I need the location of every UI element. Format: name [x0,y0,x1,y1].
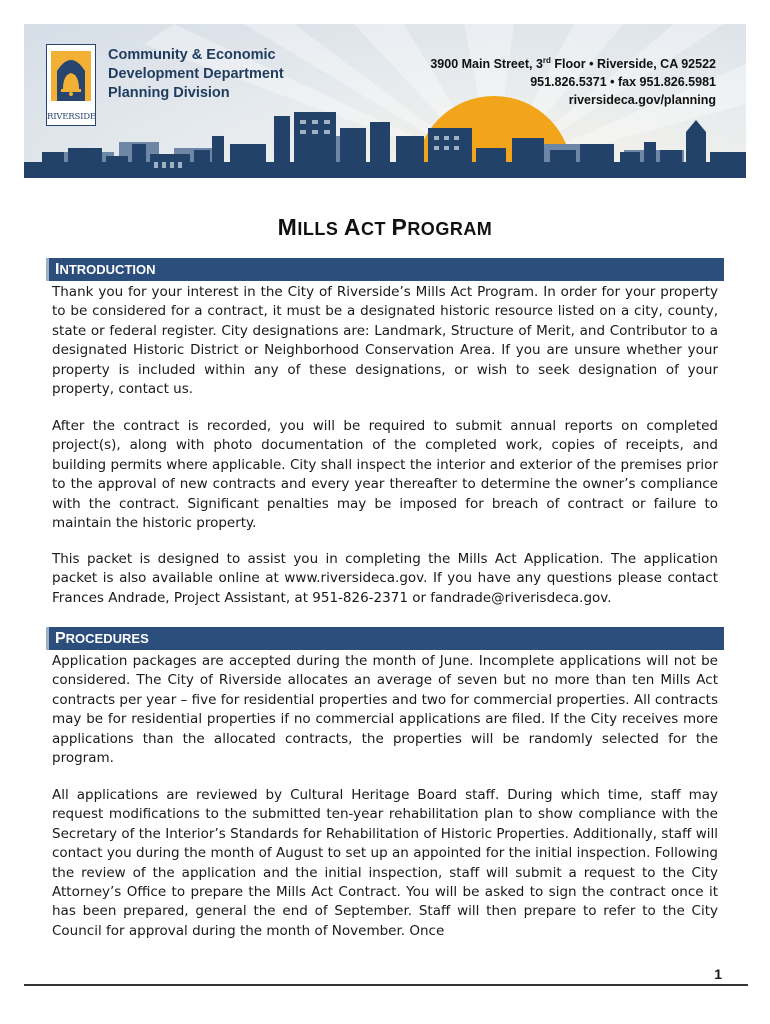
logo-wordmark: RIVERSIDE [47,112,96,122]
footer-divider [24,984,748,986]
procedures-paragraph-2: All applications are reviewed by Cultural Heritage Board staff. During which time, staff may request modifications to the submitted ten-year rehabilitation plan to show compliance with the Secretary of the Interior’s Standards for Rehabilitation of Historic Properties. Additionally, staff will contact you during the month of August to set up an appointed for the initial inspection. Following the review of the application and the initial inspection, staff will submit a request to the City Attorney’s Office to prepare the Mills Act Contract. You will be asked to sign the contract once it has been prepared, general the end of September. Staff will then prepare to refer to the City Council for approval during the month of November. Once [52,787,718,939]
riverside-logo [46,44,96,126]
procedures-paragraph-1: Application packages are accepted during the month of June. Incomplete applications will not be considered. The City of Riverside allocates an average of seven but no more than ten Mills Act contracts per year – five for residential properties and two for commercial properties. All contracts may be for residential properties if no commercial applications are filed. If the City receives more applications than the allocated contracts, the properties will be randomly selected for the program. [52,653,718,767]
department-name [108,46,284,103]
intro-paragraph-1: Thank you for your interest in the City of Riverside’s Mills Act Program. In order for your property to be considered for a contract, it must be a designated historic resource listed on a city, county, state or federal register. City designations are: Landmark, Structure of Merit, and Contributor to a designated Historic District or Neighborhood Conservation Area. If you are unsure whether your property is included within any of these designations, or wish to seek designation of your property, contact us. [52,284,718,398]
section-heading-introduction: INTRODUCTION [46,258,724,281]
department-line-2: Development Department [108,66,284,82]
page-number: 1 [714,966,722,982]
header-banner [24,24,746,178]
contact-block [430,52,716,109]
section-heading-procedures: PROCEDURES [46,627,724,650]
mission-bell-icon [47,45,95,111]
intro-paragraph-3: This packet is designed to assist you in completing the Mills Act Application. The application packet is also available online at www.riversideca.gov. If you have any questions please contact Frances Andrade, Project Assistant, at 951-826-2371 or fandrade@riverisdeca.gov. [52,551,718,606]
address: 3900 Main Street, 3rd Floor • Riverside, CA 92522 [430,56,716,72]
department-line-3: Planning Division [108,85,230,101]
phone-fax: 951.826.5371 • fax 951.826.5981 [530,75,716,90]
intro-paragraph-2: After the contract is recorded, you will be required to submit annual reports on completed project(s), along with photo documentation of the completed work, copies of receipts, and building permits where applicable. City shall inspect the interior and exterior of the premises prior to the approval of new contracts and every year thereafter to determine the owner’s compliance with the contract. Significant penalties may be imposed for breach of contract or failure to maintain the historic property. [52,418,718,532]
department-line-1: Community & Economic [108,47,276,63]
document-title: MILLS ACT PROGRAM [277,214,493,240]
website-link[interactable]: riversideca.gov/planning [568,93,716,108]
